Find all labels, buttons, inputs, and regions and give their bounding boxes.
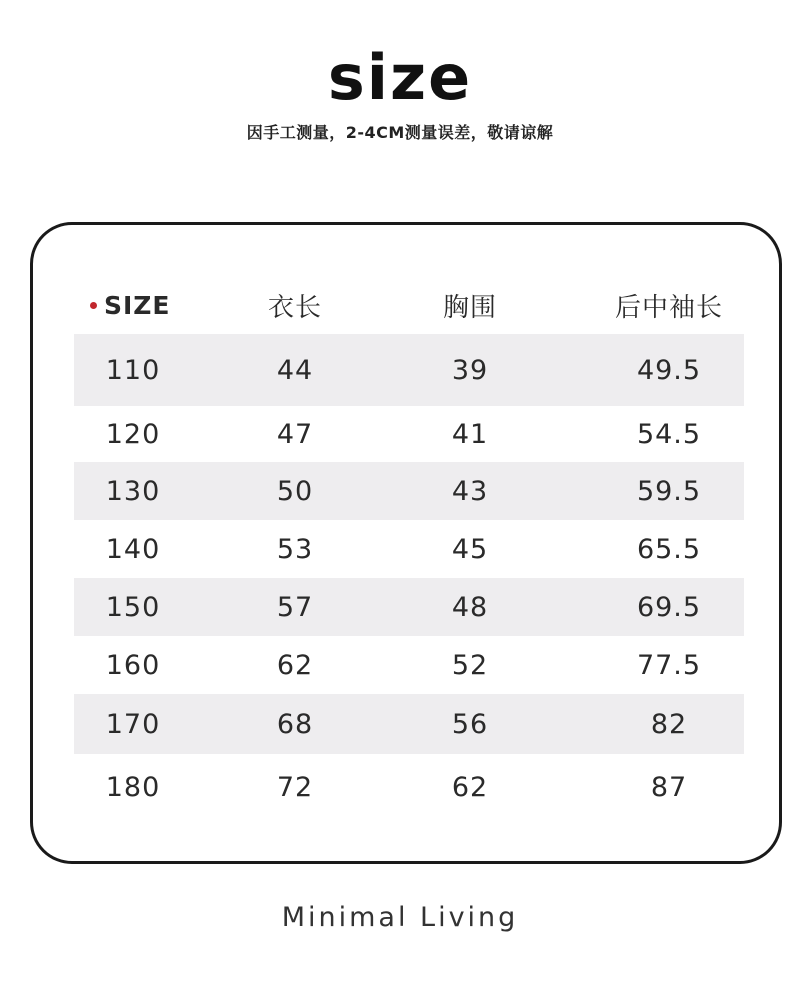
table-row xyxy=(74,636,744,694)
cell-length: 50 xyxy=(276,475,314,507)
measurement-note: 因手工测量，2-4CM测量误差，敬请谅解 xyxy=(246,123,554,142)
header-length: 衣长 xyxy=(267,292,322,323)
cell-sleeve: 49.5 xyxy=(636,354,702,386)
cell-chest: 52 xyxy=(451,649,489,681)
cell-sleeve: 54.5 xyxy=(636,418,702,450)
header-sleeve: 后中袖长 xyxy=(614,292,723,323)
table-row xyxy=(74,578,744,636)
table-row xyxy=(74,334,744,406)
cell-chest: 41 xyxy=(451,418,489,450)
cell-chest: 62 xyxy=(451,771,489,803)
cell-length: 47 xyxy=(276,418,314,450)
header-size: SIZE xyxy=(74,276,200,334)
table-header-row xyxy=(74,276,744,334)
cell-chest: 39 xyxy=(451,354,489,386)
cell-sleeve: 82 xyxy=(650,708,688,740)
cell-sleeve: 87 xyxy=(650,771,688,803)
cell-size: 180 xyxy=(105,771,161,803)
table-row xyxy=(74,694,744,754)
cell-chest: 43 xyxy=(451,475,489,507)
cell-size: 150 xyxy=(105,591,161,623)
cell-length: 53 xyxy=(276,533,314,565)
header-chest: 胸围 xyxy=(442,292,497,323)
cell-sleeve: 77.5 xyxy=(636,649,702,681)
cell-sleeve: 69.5 xyxy=(636,591,702,623)
cell-size: 170 xyxy=(105,708,161,740)
cell-length: 57 xyxy=(276,591,314,623)
cell-size: 140 xyxy=(105,533,161,565)
cell-length: 72 xyxy=(276,771,314,803)
cell-sleeve: 65.5 xyxy=(636,533,702,565)
bullet-icon xyxy=(90,302,97,309)
cell-chest: 45 xyxy=(451,533,489,565)
cell-chest: 48 xyxy=(451,591,489,623)
cell-length: 62 xyxy=(276,649,314,681)
table-row xyxy=(74,756,744,818)
cell-size: 160 xyxy=(105,649,161,681)
table-row xyxy=(74,406,744,462)
page-title: size xyxy=(327,41,473,114)
table-row xyxy=(74,462,744,520)
cell-length: 68 xyxy=(276,708,314,740)
cell-sleeve: 59.5 xyxy=(636,475,702,507)
table-row xyxy=(74,520,744,578)
cell-length: 44 xyxy=(276,354,314,386)
cell-size: 130 xyxy=(105,475,161,507)
cell-size: 110 xyxy=(105,354,161,386)
cell-chest: 56 xyxy=(451,708,489,740)
cell-size: 120 xyxy=(105,418,161,450)
brand-footer: Minimal Living xyxy=(281,902,519,933)
